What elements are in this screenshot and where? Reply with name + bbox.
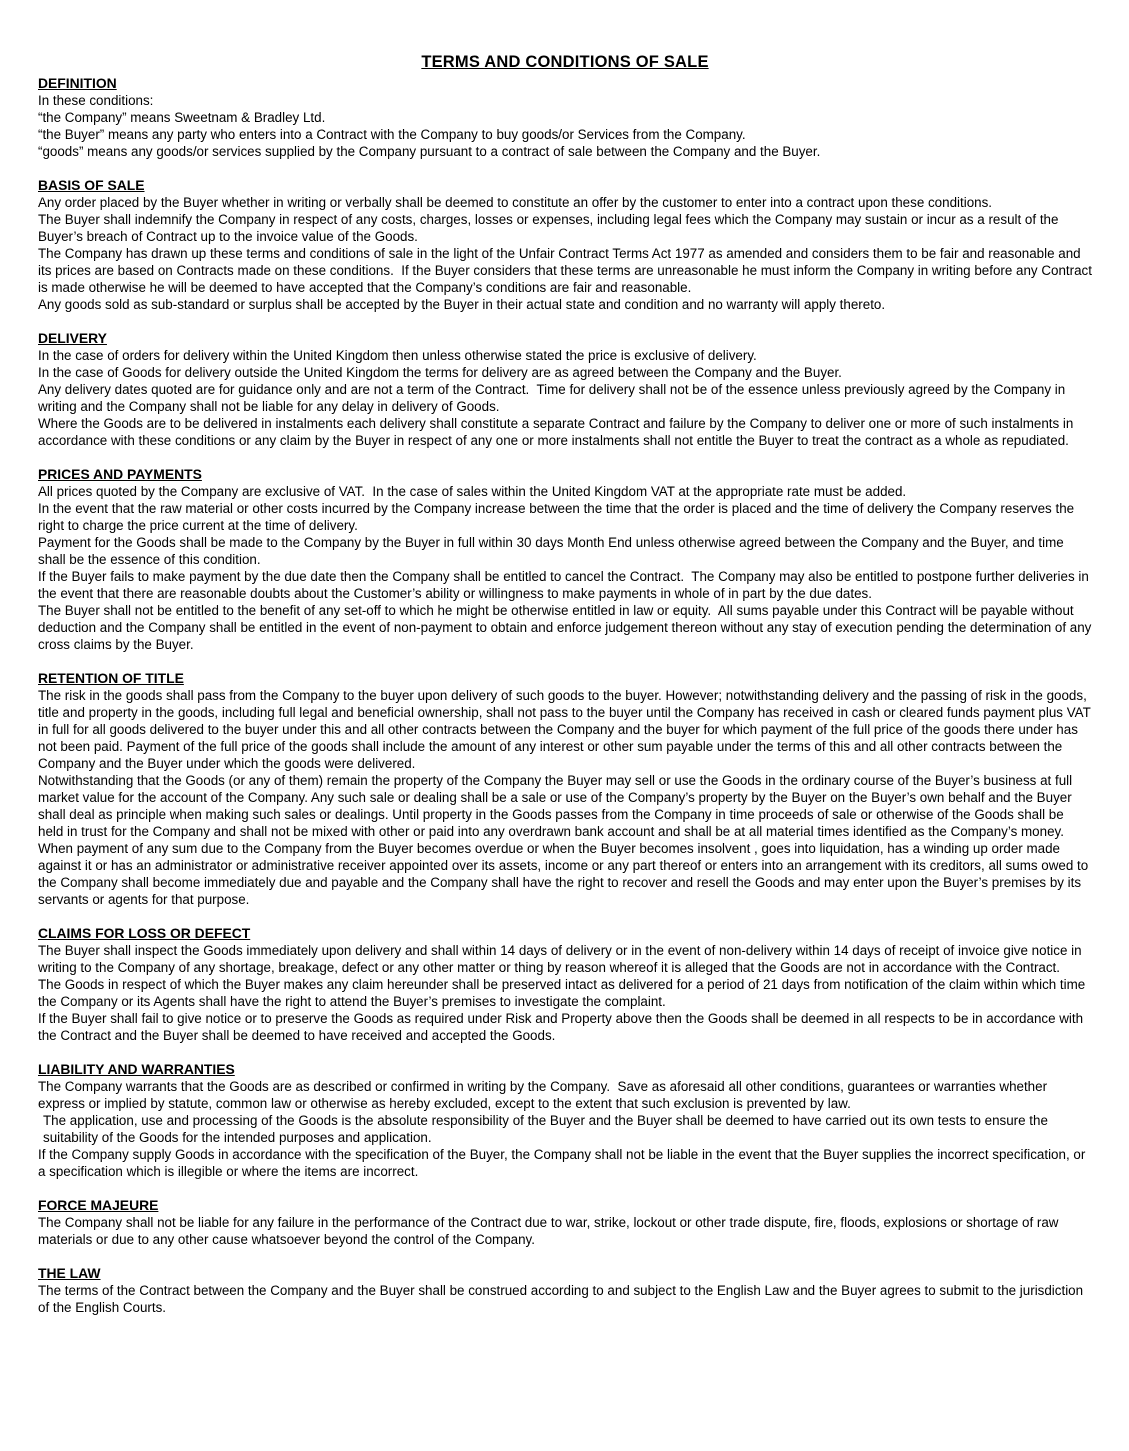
section-paragraph: In the case of orders for delivery within the United Kingdom then unless otherwise stated the price is exclusive of delivery. [38,348,757,363]
section-heading: BASIS OF SALE [38,177,145,193]
section-paragraph: The Goods in respect of which the Buyer makes any claim hereunder shall be preserved intact as delivered for a period of 21 days from notification of the claim within which time the Company or its Agents shall have the right to attend the Buyer’s premises to investigate the complaint. [38,977,1089,1009]
section-heading: RETENTION OF TITLE [38,670,184,686]
section-paragraph: The Buyer shall not be entitled to the benefit of any set-off to which he might be otherwise entitled in law or equity. All sums payable under this Contract will be payable without deduction and the Company shall be entitled in the event of non-payment to obtain and enforce judgement thereon without any stay of execution pending the determination of any cross claims by the Buyer. [38,603,1096,652]
section-paragraph: In the case of Goods for delivery outside the United Kingdom the terms for delivery are as agreed between the Company and the Buyer. [38,365,842,380]
section-heading: FORCE MAJEURE [38,1197,159,1213]
section-paragraph: Any order placed by the Buyer whether in writing or verbally shall be deemed to constitute an offer by the customer to enter into a contract upon these conditions. [38,195,993,210]
section-paragraph: Payment for the Goods shall be made to the Company by the Buyer in full within 30 days Month End unless otherwise agreed between the Company and the Buyer, and time shall be the essence of this condition. [38,535,1068,567]
section-heading: DEFINITION [38,75,117,91]
terms-section [38,1197,1092,1248]
terms-section [38,925,1092,1044]
section-paragraph: Notwithstanding that the Goods (or any of them) remain the property of the Company the Buyer may sell or use the Goods in the ordinary course of the Buyer’s business at full market value for the account of the Company. Any such sale or dealing shall be a sale or use of the Company’s property by the Buyer on the Buyer’s own behalf and the Buyer shall deal as principle when making such sales or dealings. Until property in the Goods passes from the Company in time proceeds of sale or otherwise of the Goods shall be held in trust for the Company and shall not be mixed with other or paid into any overdrawn bank account and shall be at all material times identified as the Company’s money. [38,773,1076,839]
section-paragraph: Any delivery dates quoted are for guidance only and are not a term of the Contract. Time for delivery shall not be of the essence unless previously agreed by the Company in writing and the Company shall not be liable for any delay in delivery of Goods. [38,382,1069,414]
section-heading: DELIVERY [38,330,107,346]
section-heading: THE LAW [38,1265,101,1281]
section-paragraph: In these conditions: [38,93,154,108]
section-paragraph: If the Company supply Goods in accordance with the specification of the Buyer, the Company shall not be liable in the event that the Buyer supplies the incorrect specification, or a specification which is illegible or where the items are incorrect. [38,1147,1090,1179]
terms-section [38,1265,1092,1316]
section-heading: PRICES AND PAYMENTS [38,466,202,482]
section-paragraph: The application, use and processing of the Goods is the absolute responsibility of the Buyer and the Buyer shall be deemed to have carried out its own tests to ensure the suitability of the Goods for the intended purposes and application. [43,1113,1052,1145]
section-paragraph: The risk in the goods shall pass from the Company to the buyer upon delivery of such goods to the buyer. However; notwithstanding delivery and the passing of risk in the goods, title and property in the goods, including full legal and beneficial ownership, shall not pass to the buyer until the Company has received in cash or cleared funds payment plus VAT in full for all goods delivered to the buyer under this and all other contracts between the Company and the buyer for which payment of the full price of the goods there under has not been paid. Payment of the full price of the goods shall include the amount of any interest or other sum payable under the terms of this and all other contracts between the Company and the Buyer under which the goods were delivered. [38,688,1095,771]
terms-section [38,466,1096,653]
sections [38,75,1096,1316]
section-paragraph: The Company has drawn up these terms and conditions of sale in the light of the Unfair Contract Terms Act 1977 as amended and considers them to be fair and reasonable and its prices are based on Contracts made on these conditions. If the Buyer considers that these terms are unreasonable he must inform the Company in writing before any Contract is made otherwise he will be deemed to have accepted that the Company’s conditions are fair and reasonable. [38,246,1096,295]
section-paragraph: When payment of any sum due to the Company from the Buyer becomes overdue or when the Buyer becomes insolvent , goes into liquidation, has a winding up order made against it or has an administrator or administrative receiver appointed over its assets, income or any part thereof or enters into an arrangement with its creditors, all sums owed to the Company shall become immediately due and payable and the Company shall have the right to recover and resell the Goods and may enter upon the Buyer’s premises by its servants or agents for that purpose. [38,841,1092,907]
section-paragraph: Any goods sold as sub-standard or surplus shall be accepted by the Buyer in their actual state and condition and no warranty will apply thereto. [38,297,886,312]
section-paragraph: If the Buyer shall fail to give notice or to preserve the Goods as required under Risk and Property above then the Goods shall be deemed in all respects to be in accordance with the Contract and the Buyer shall be deemed to have received and accepted the Goods. [38,1011,1087,1043]
terms-section [38,330,1092,449]
section-heading: CLAIMS FOR LOSS OR DEFECT [38,925,251,941]
section-paragraph: If the Buyer fails to make payment by the due date then the Company shall be entitled to cancel the Contract. The Company may also be entitled to postpone further deliveries in the event that there are reasonable doubts about the Customer’s ability or willingness to make payments in whole of in part by the due dates. [38,569,1093,601]
document-title: TERMS AND CONDITIONS OF SALE [421,53,709,71]
section-paragraph: All prices quoted by the Company are exclusive of VAT. In the case of sales within the United Kingdom VAT at the appropriate rate must be added. [38,484,907,499]
section-paragraph: “the Company” means Sweetnam & Bradley Ltd. [38,110,326,125]
section-paragraph: The Company warrants that the Goods are as described or confirmed in writing by the Company. Save as aforesaid all other conditions, guarantees or warranties whether express or implied by statute, common law or otherwise as hereby excluded, except to the extent that such exclusion is prevented by law. [38,1079,1051,1111]
section-paragraph: The Company shall not be liable for any failure in the performance of the Contract due to war, strike, lockout or other trade dispute, fire, floods, explosions or shortage of raw materials or due to any other cause whatsoever beyond the control of the Company. [38,1215,1063,1247]
section-paragraph: “the Buyer” means any party who enters into a Contract with the Company to buy goods/or Services from the Company. [38,127,746,142]
section-paragraph: The terms of the Contract between the Company and the Buyer shall be construed according to and subject to the English Law and the Buyer agrees to submit to the jurisdiction of the English Courts. [38,1283,1087,1315]
terms-section [38,75,1092,160]
section-paragraph: The Buyer shall inspect the Goods immediately upon delivery and shall within 14 days of delivery or in the event of non-delivery within 14 days of receipt of invoice give notice in writing to the Company of any shortage, breakage, defect or any other matter or thing by reason whereof it is alleged that the Goods are not in accordance with the Contract. [38,943,1086,975]
terms-section [38,1061,1092,1180]
terms-section [38,177,1096,313]
terms-section [38,670,1095,908]
section-heading: LIABILITY AND WARRANTIES [38,1061,235,1077]
section-paragraph: “goods” means any goods/or services supplied by the Company pursuant to a contract of sale between the Company and the Buyer. [38,144,821,159]
section-paragraph: In the event that the raw material or other costs incurred by the Company increase between the time that the order is placed and the time of delivery the Company reserves the right to charge the price current at the time of delivery. [38,501,1078,533]
section-paragraph: Where the Goods are to be delivered in instalments each delivery shall constitute a separate Contract and failure by the Company to deliver one or more of such instalments in accordance with these conditions or any claim by the Buyer in respect of any one or more instalments shall not entitle the Buyer to treat the contract as a whole as repudiated. [38,416,1078,448]
section-paragraph: The Buyer shall indemnify the Company in respect of any costs, charges, losses or expenses, including legal fees which the Company may sustain or incur as a result of the Buyer’s breach of Contract up to the invoice value of the Goods. [38,212,1063,244]
